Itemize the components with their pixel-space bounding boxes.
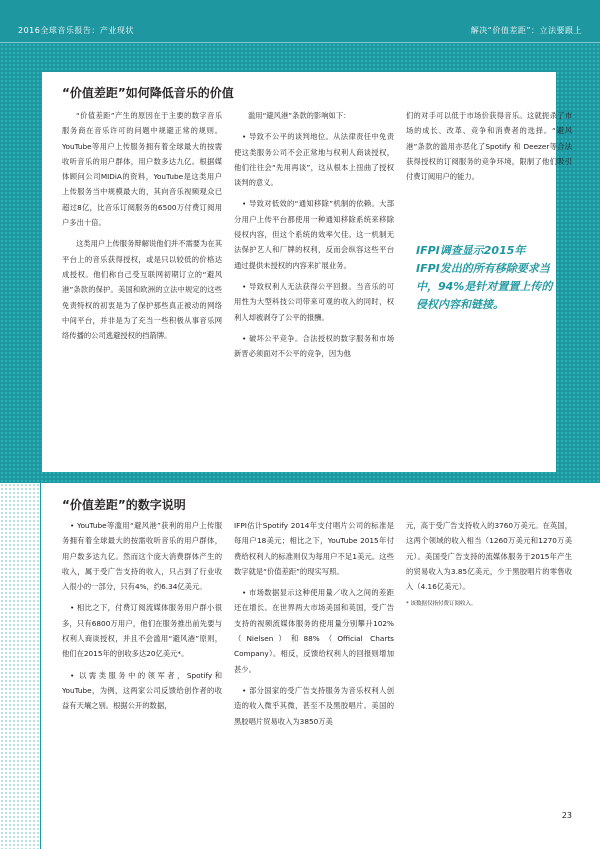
bullet-item: • YouTube等滥用“避风港”获利的用户上传服务拥有着全球最大的按需收听音乐的用户群体，用户数多达九亿。然而这个庞大消费群体产生的收入，属于受广告支持的收入，只占到了行业收入很小的一部分，只有4%，约6.34亿美元。 <box>62 518 222 594</box>
paragraph: 元，高于受广告支持收入的3760万美元。在英国，这两个领域的收入相当（1260万美元和1270万美元）。美国受广告支持的流媒体服务于2015年产生的贸易收入为3.85亿美元，少于黑胶唱片的零售收入（4.16亿美元）。 <box>406 521 572 592</box>
running-header-right: 解决“价值差距”：立法要跟上 <box>470 26 582 35</box>
pull-quote-line: IFPI发出的所有移除要求当 <box>416 262 550 275</box>
dotted-side-pattern <box>0 483 40 849</box>
paragraph: 这类用户上传服务辩解说他们并不需要为在其平台上的音乐获得授权，或是只以较低的价格达成授权。他们称自己受互联网初期订立的“避风港”条款的保护。美国和欧洲的立法中规定的这些免责特权的初衷是为了保护那些真正被动的网络中间平台，并非是为了充当一些积极从事音乐网络传播的公司逃避授权的挡箭牌。 <box>62 239 222 341</box>
bullet-item: • 导致权利人无法获得公平回报。当音乐的可用性为大型科技公司带来可观的收入的同时，权利人却被剥夺了公平的报酬。 <box>234 279 394 325</box>
page-number: 23 <box>561 811 572 820</box>
bullet-item: • 市场数据显示这种使用量／收入之间的差距还在增长。在世界两大市场美国和英国，受广告支持的视频流媒体服务的使用量分别攀升102%（Nielsen）和88%（Official Charts Company）。相反，反馈给权利人的回报则增加甚少。 <box>234 585 394 677</box>
bullet-item: • 以需类服务中的领军者，Spotify和YouTube，为例，这两家公司反馈给创作者的收益有天壤之别。根据公开的数据， <box>62 668 222 714</box>
section1-column-1 <box>62 108 222 349</box>
bullet-item: • 导致对低效的“通知移除”机制的依赖。大部分用户上传平台都使用一种通知移除系统来移除侵权内容，但这个系统的效率欠佳。这一机制无法保护艺人和厂牌的权利，反而会纵容这些平台通过提供未授权的内容来扩展业务。 <box>234 196 394 272</box>
pull-quote <box>416 242 576 314</box>
running-header-left: 2016全球音乐报告：产业现状 <box>18 26 134 35</box>
pull-quote-line: 侵权内容和链接。 <box>416 298 504 311</box>
bullet-item: • 相比之下，付费订阅流媒体服务用户群小很多，只有6800万用户，他们在服务推出前先要与权利人商谈授权，并且不会滥用“避风港”原则，他们在2015年的创收多达20亿美元*。 <box>62 600 222 661</box>
section2-column-1 <box>62 518 222 720</box>
bullet-item: • 部分国家的受广告支持服务为音乐权利人创造的收入微乎其微，甚至不及黑胶唱片。美国的黑胶唱片贸易收入为3850万美 <box>234 683 394 729</box>
paragraph: IFPI估计Spotify 2014年支付唱片公司的标准是每用户18美元；相比之下，YouTube 2015年付费给权利人的标准则仅为每用户不足1美元。这些数字就是“价值差距”的现实写照。 <box>234 521 394 576</box>
paragraph: 滥用“避风港”条款的影响如下： <box>248 111 351 120</box>
pull-quote-line: IFPI调查显示2015年 <box>416 244 526 257</box>
section1-column-3 <box>406 108 572 190</box>
paragraph: “价值差距”产生的原因在于主要的数字音乐服务商在音乐许可的问题中规避正常的规则。YouTube等用户上传服务拥有着全球最大的按需收听音乐的用户群体，用户数多达九亿。根据媒体顾问公司MIDiA的资料，YouTube是这类用户上传服务当中规模最大的，其向音乐视频观众已超过8亿，比音乐订阅服务的6500万付费订阅用户多出十倍。 <box>62 111 222 228</box>
pull-quote-line: 中，94%是针对置置上传的 <box>416 280 553 293</box>
section2-column-3 <box>406 518 572 615</box>
vertical-accent-line <box>40 483 41 849</box>
section1-title: “价值差距”如何降低音乐的价值 <box>62 86 234 100</box>
section2-column-2 <box>234 518 394 735</box>
footnote: * 该数据仅指付费订阅收入。 <box>406 601 477 608</box>
paragraph: 们的对手可以低于市场价获得音乐。这就扼杀了市场的成长、改革、竞争和消费者的选择。“避风港”条款的滥用亦恶化了Spotify 和 Deezer等合法获得授权的订阅服务的竞争环境，限制了他们吸引付费订阅用户的能力。 <box>406 111 572 182</box>
section1-column-2 <box>234 108 394 367</box>
section2-title: “价值差距”的数字说明 <box>62 498 186 512</box>
bullet-item: • 导致不公平的谈判地位。从法律责任中免责使这类服务公司不会正常地与权利人商谈授权，他们往往会“先用再谈”，这从根本上扭曲了授权谈判的意义。 <box>234 129 394 190</box>
bullet-item: • 破坏公平竞争。合法授权的数字服务和市场新晋必须面对不公平的竞争，因为他 <box>234 331 394 362</box>
